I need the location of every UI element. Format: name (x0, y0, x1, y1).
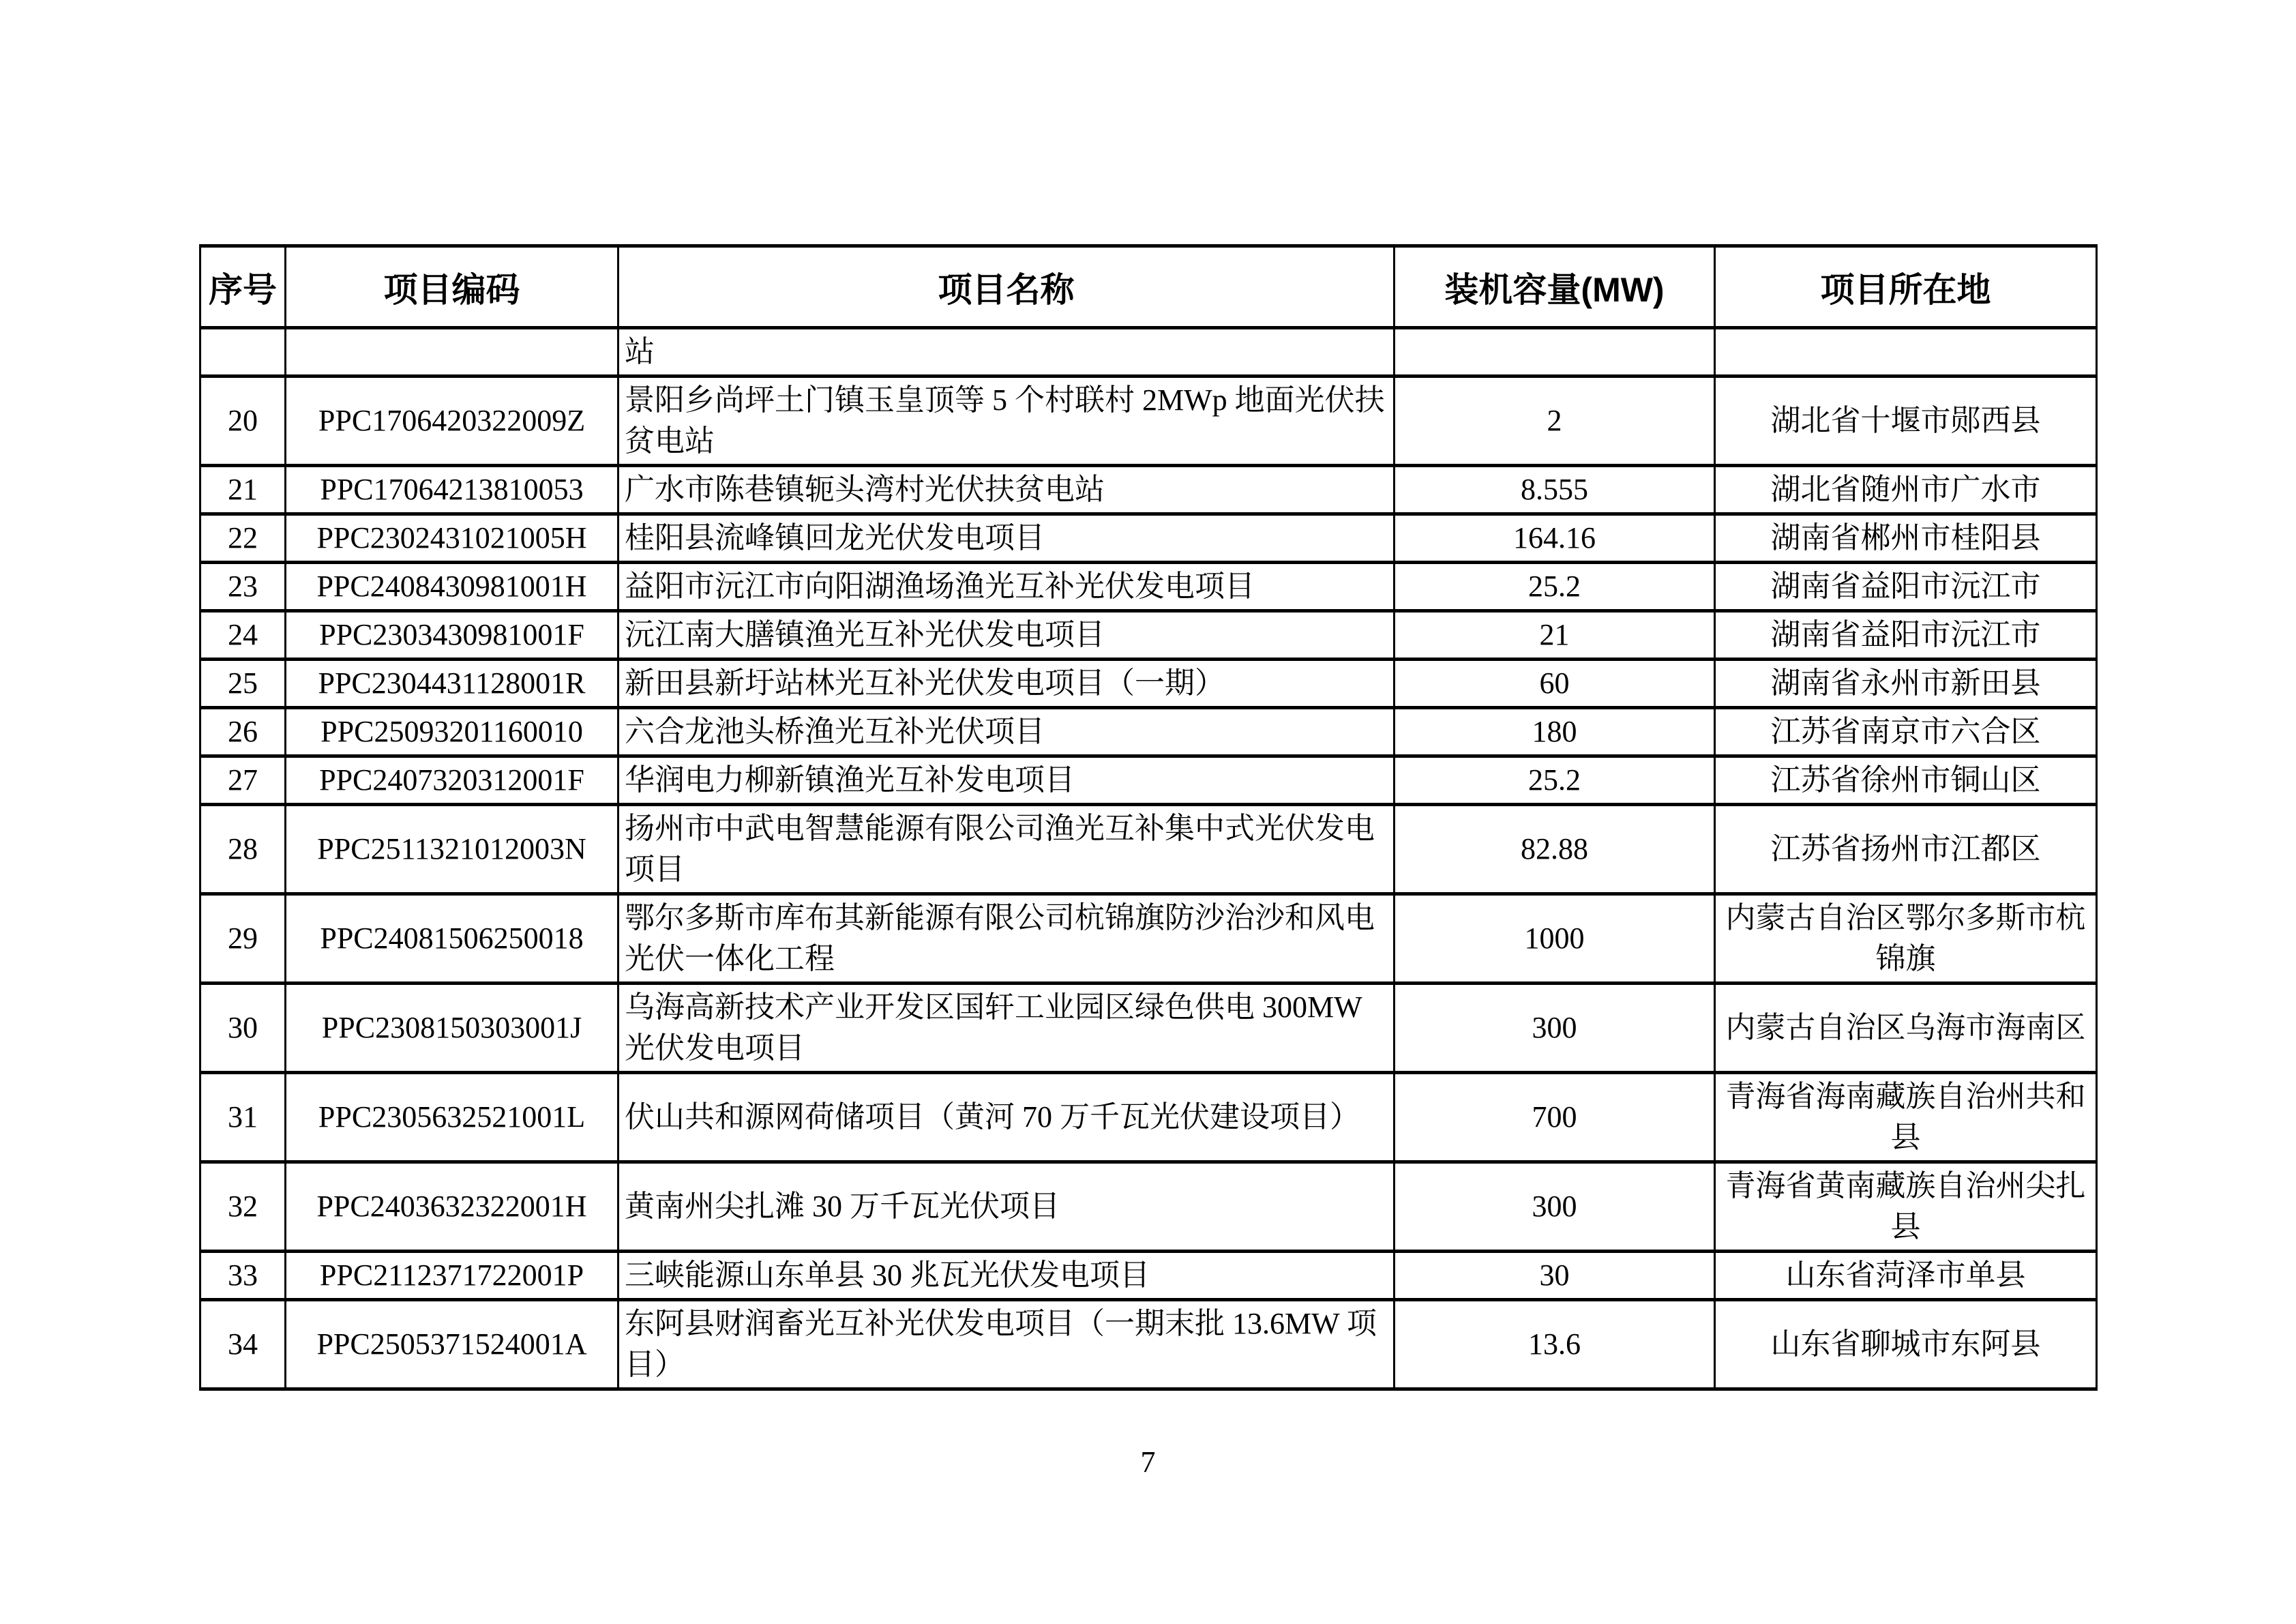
table-row (200, 984, 2097, 1073)
cell-seq: 22 (200, 514, 286, 563)
cell-seq: 34 (200, 1300, 286, 1389)
cell-seq: 29 (200, 894, 286, 984)
cell-capacity: 30 (1395, 1252, 1715, 1300)
column-header-code: 项目编码 (286, 246, 618, 328)
table-row (200, 894, 2097, 984)
table-row (200, 611, 2097, 660)
column-header-seq: 序号 (200, 246, 286, 328)
cell-code: PPC2408430981001H (286, 563, 618, 611)
cell-name: 伏山共和源网荷储项目（黄河 70 万千瓦光伏建设项目） (618, 1073, 1395, 1162)
projects-table (199, 244, 2098, 1391)
cell-location: 内蒙古自治区鄂尔多斯市杭锦旗 (1715, 894, 2097, 984)
cell-code: PPC2305632521001L (286, 1073, 618, 1162)
cell-location: 湖南省益阳市沅江市 (1715, 563, 2097, 611)
cell-name: 扬州市中武电智慧能源有限公司渔光互补集中式光伏发电项目 (618, 805, 1395, 894)
cell-location: 青海省黄南藏族自治州尖扎县 (1715, 1162, 2097, 1252)
cell-capacity: 2 (1395, 377, 1715, 466)
cell-capacity: 8.555 (1395, 466, 1715, 514)
cell-code: PPC2505371524001A (286, 1300, 618, 1389)
cell-location: 湖南省永州市新田县 (1715, 660, 2097, 708)
cell-seq: 27 (200, 756, 286, 805)
table-row (200, 328, 2097, 377)
table-row (200, 1300, 2097, 1389)
cell-name: 新田县新圩站林光互补光伏发电项目（一期） (618, 660, 1395, 708)
cell-code: PPC2303430981001F (286, 611, 618, 660)
cell-name: 景阳乡尚坪土门镇玉皇顶等 5 个村联村 2MWp 地面光伏扶贫电站 (618, 377, 1395, 466)
page-number: 7 (1140, 1445, 1156, 1479)
cell-seq: 24 (200, 611, 286, 660)
cell-capacity: 13.6 (1395, 1300, 1715, 1389)
cell-capacity: 300 (1395, 1162, 1715, 1252)
cell-seq: 20 (200, 377, 286, 466)
table-row (200, 805, 2097, 894)
cell-name: 乌海高新技术产业开发区国轩工业园区绿色供电 300MW 光伏发电项目 (618, 984, 1395, 1073)
cell-name: 东阿县财润畜光互补光伏发电项目（一期末批 13.6MW 项目） (618, 1300, 1395, 1389)
cell-code: PPC2308150303001J (286, 984, 618, 1073)
cell-location: 山东省聊城市东阿县 (1715, 1300, 2097, 1389)
cell-name: 桂阳县流峰镇回龙光伏发电项目 (618, 514, 1395, 563)
cell-name: 三峡能源山东单县 30 兆瓦光伏发电项目 (618, 1252, 1395, 1300)
table-row (200, 1162, 2097, 1252)
table-body (200, 328, 2097, 1389)
cell-seq: 32 (200, 1162, 286, 1252)
cell-location: 江苏省扬州市江都区 (1715, 805, 2097, 894)
cell-capacity: 25.2 (1395, 756, 1715, 805)
cell-location: 湖北省随州市广水市 (1715, 466, 2097, 514)
cell-capacity: 180 (1395, 708, 1715, 756)
cell-capacity: 700 (1395, 1073, 1715, 1162)
cell-seq: 23 (200, 563, 286, 611)
cell-seq: 28 (200, 805, 286, 894)
cell-code: PPC2407320312001F (286, 756, 618, 805)
cell-code: PPC24081506250018 (286, 894, 618, 984)
table-row (200, 466, 2097, 514)
column-header-name: 项目名称 (618, 246, 1395, 328)
table-row (200, 756, 2097, 805)
cell-name: 沅江南大膳镇渔光互补光伏发电项目 (618, 611, 1395, 660)
header-row (200, 246, 2097, 328)
table-header (200, 246, 2097, 328)
table-row (200, 563, 2097, 611)
cell-code: PPC2302431021005H (286, 514, 618, 563)
cell-name: 六合龙池头桥渔光互补光伏项目 (618, 708, 1395, 756)
cell-code: PPC1706420322009Z (286, 377, 618, 466)
table-row (200, 514, 2097, 563)
cell-capacity: 25.2 (1395, 563, 1715, 611)
column-header-capacity: 装机容量(MW) (1395, 246, 1715, 328)
cell-code: PPC17064213810053 (286, 466, 618, 514)
column-header-location: 项目所在地 (1715, 246, 2097, 328)
table-row (200, 708, 2097, 756)
cell-capacity: 82.88 (1395, 805, 1715, 894)
cell-code: PPC25093201160010 (286, 708, 618, 756)
cell-name: 鄂尔多斯市库布其新能源有限公司杭锦旗防沙治沙和风电光伏一体化工程 (618, 894, 1395, 984)
table-row (200, 660, 2097, 708)
cell-name: 站 (618, 328, 1395, 377)
cell-location: 江苏省徐州市铜山区 (1715, 756, 2097, 805)
cell-location: 青海省海南藏族自治州共和县 (1715, 1073, 2097, 1162)
cell-location: 山东省菏泽市单县 (1715, 1252, 2097, 1300)
table-row (200, 1073, 2097, 1162)
cell-name: 益阳市沅江市向阳湖渔场渔光互补光伏发电项目 (618, 563, 1395, 611)
cell-capacity: 21 (1395, 611, 1715, 660)
cell-code: PPC2511321012003N (286, 805, 618, 894)
cell-location: 湖北省十堰市郧西县 (1715, 377, 2097, 466)
cell-name: 华润电力柳新镇渔光互补发电项目 (618, 756, 1395, 805)
cell-location: 江苏省南京市六合区 (1715, 708, 2097, 756)
cell-code: PPC2304431128001R (286, 660, 618, 708)
cell-capacity: 1000 (1395, 894, 1715, 984)
cell-capacity: 164.16 (1395, 514, 1715, 563)
table-row (200, 1252, 2097, 1300)
cell-seq: 30 (200, 984, 286, 1073)
cell-location: 湖南省益阳市沅江市 (1715, 611, 2097, 660)
cell-seq: 26 (200, 708, 286, 756)
cell-seq: 25 (200, 660, 286, 708)
cell-code: PPC2112371722001P (286, 1252, 618, 1300)
cell-seq: 31 (200, 1073, 286, 1162)
cell-capacity: 60 (1395, 660, 1715, 708)
cell-capacity: 300 (1395, 984, 1715, 1073)
cell-capacity (1395, 328, 1715, 377)
cell-code: PPC2403632322001H (286, 1162, 618, 1252)
cell-name: 广水市陈巷镇轭头湾村光伏扶贫电站 (618, 466, 1395, 514)
cell-seq (200, 328, 286, 377)
cell-name: 黄南州尖扎滩 30 万千瓦光伏项目 (618, 1162, 1395, 1252)
cell-location: 湖南省郴州市桂阳县 (1715, 514, 2097, 563)
cell-location: 内蒙古自治区乌海市海南区 (1715, 984, 2097, 1073)
cell-seq: 33 (200, 1252, 286, 1300)
table-row (200, 377, 2097, 466)
cell-code (286, 328, 618, 377)
cell-location (1715, 328, 2097, 377)
cell-seq: 21 (200, 466, 286, 514)
